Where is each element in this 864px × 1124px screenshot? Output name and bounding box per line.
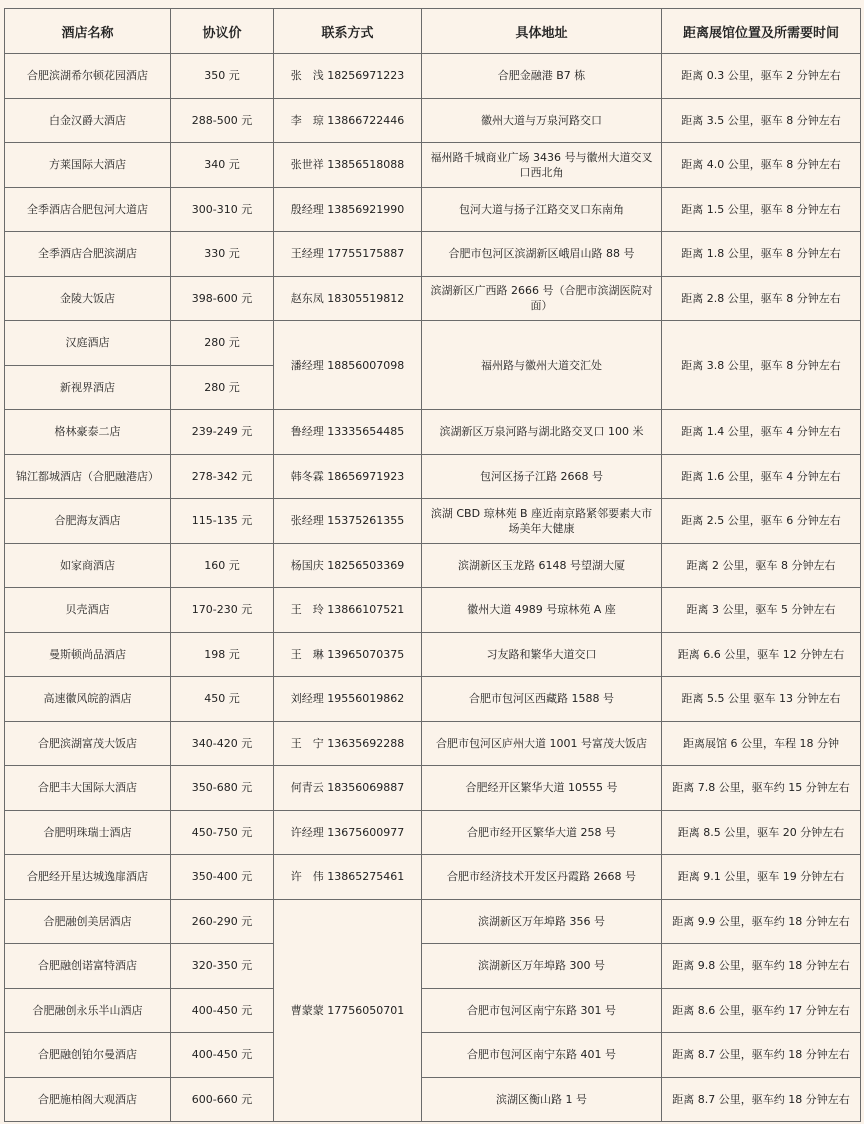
hotel-distance: 距离 8.6 公里，驱车约 17 分钟左右: [662, 988, 861, 1033]
table-row: [5, 232, 861, 277]
header-distance: 距离展馆位置及所需要时间: [662, 9, 861, 54]
hotel-price: 340 元: [171, 143, 274, 188]
hotel-price: 400-450 元: [171, 1033, 274, 1078]
hotel-distance: 距离 2.5 公里，驱车 6 分钟左右: [662, 499, 861, 544]
hotel-contact: 许 伟 13865275461: [274, 855, 422, 900]
table-row: [5, 988, 861, 1033]
hotel-name: 合肥丰大国际大酒店: [5, 766, 171, 811]
table-row: [5, 276, 861, 321]
hotel-name: 汉庭酒店: [5, 321, 171, 366]
hotel-contact: 殷经理 13856921990: [274, 187, 422, 232]
hotel-name: 合肥海友酒店: [5, 499, 171, 544]
hotel-distance: 距离 3.8 公里，驱车 8 分钟左右: [662, 321, 861, 410]
table-row: [5, 410, 861, 455]
hotel-table: [4, 8, 861, 1122]
hotel-distance: 距离 9.1 公里，驱车 19 分钟左右: [662, 855, 861, 900]
hotel-name: 新视界酒店: [5, 365, 171, 410]
header-row: [5, 9, 861, 54]
hotel-name: 如家商酒店: [5, 543, 171, 588]
hotel-contact: 王经理 17755175887: [274, 232, 422, 277]
table-row: [5, 98, 861, 143]
table-row: [5, 632, 861, 677]
hotel-address: 滨湖新区万年埠路 356 号: [422, 899, 662, 944]
hotel-address: 徽州大道 4989 号琼林苑 A 座: [422, 588, 662, 633]
hotel-price: 450-750 元: [171, 810, 274, 855]
hotel-distance: 距离 1.6 公里，驱车 4 分钟左右: [662, 454, 861, 499]
table-row: [5, 187, 861, 232]
hotel-contact: 潘经理 18856007098: [274, 321, 422, 410]
hotel-distance: 距离 3 公里，驱车 5 分钟左右: [662, 588, 861, 633]
hotel-price: 280 元: [171, 321, 274, 366]
hotel-contact: 李 琼 13866722446: [274, 98, 422, 143]
hotel-address: 习友路和繁华大道交口: [422, 632, 662, 677]
header-address: 具体地址: [422, 9, 662, 54]
hotel-price: 198 元: [171, 632, 274, 677]
table-row: [5, 721, 861, 766]
table-row: [5, 899, 861, 944]
hotel-name: 白金汉爵大酒店: [5, 98, 171, 143]
hotel-address: 合肥市包河区南宁东路 301 号: [422, 988, 662, 1033]
hotel-distance: 距离展馆 6 公里，车程 18 分钟: [662, 721, 861, 766]
hotel-price: 280 元: [171, 365, 274, 410]
hotel-price: 330 元: [171, 232, 274, 277]
hotel-name: 合肥滨湖富茂大饭店: [5, 721, 171, 766]
hotel-distance: 距离 9.8 公里，驱车约 18 分钟左右: [662, 944, 861, 989]
hotel-contact: 张世祥 13856518088: [274, 143, 422, 188]
hotel-address: 滨湖新区万年埠路 300 号: [422, 944, 662, 989]
table-row: [5, 588, 861, 633]
hotel-name: 高速徽风皖韵酒店: [5, 677, 171, 722]
hotel-name: 方莱国际大酒店: [5, 143, 171, 188]
hotel-name: 全季酒店合肥包河大道店: [5, 187, 171, 232]
hotel-distance: 距离 9.9 公里，驱车约 18 分钟左右: [662, 899, 861, 944]
hotel-contact: 杨国庆 18256503369: [274, 543, 422, 588]
hotel-contact: 张经理 15375261355: [274, 499, 422, 544]
hotel-address: 包河区扬子江路 2668 号: [422, 454, 662, 499]
hotel-address: 徽州大道与万泉河路交口: [422, 98, 662, 143]
table-row: [5, 321, 861, 366]
hotel-price: 350 元: [171, 54, 274, 99]
hotel-contact: 许经理 13675600977: [274, 810, 422, 855]
table-row: [5, 766, 861, 811]
hotel-distance: 距离 5.5 公里 驱车 13 分钟左右: [662, 677, 861, 722]
hotel-distance: 距离 1.8 公里，驱车 8 分钟左右: [662, 232, 861, 277]
hotel-contact: 刘经理 19556019862: [274, 677, 422, 722]
hotel-name: 合肥融创永乐半山酒店: [5, 988, 171, 1033]
hotel-price: 170-230 元: [171, 588, 274, 633]
header-contact: 联系方式: [274, 9, 422, 54]
hotel-price: 278-342 元: [171, 454, 274, 499]
hotel-distance: 距离 6.6 公里，驱车 12 分钟左右: [662, 632, 861, 677]
hotel-price: 115-135 元: [171, 499, 274, 544]
hotel-contact: 王 宁 13635692288: [274, 721, 422, 766]
table-row: [5, 1077, 861, 1122]
hotel-name: 合肥融创诺富特酒店: [5, 944, 171, 989]
hotel-price: 260-290 元: [171, 899, 274, 944]
table-row: [5, 677, 861, 722]
hotel-contact: 王 琳 13965070375: [274, 632, 422, 677]
hotel-address: 合肥市经济技术开发区丹霞路 2668 号: [422, 855, 662, 900]
hotel-contact: 何青云 18356069887: [274, 766, 422, 811]
hotel-distance: 距离 2 公里，驱车 8 分钟左右: [662, 543, 861, 588]
hotel-price: 300-310 元: [171, 187, 274, 232]
hotel-price: 350-680 元: [171, 766, 274, 811]
hotel-address: 滨湖新区玉龙路 6148 号望湖大厦: [422, 543, 662, 588]
hotel-price: 600-660 元: [171, 1077, 274, 1122]
hotel-name: 合肥融创铂尔曼酒店: [5, 1033, 171, 1078]
hotel-name: 格林豪泰二店: [5, 410, 171, 455]
hotel-contact: 韩冬霖 18656971923: [274, 454, 422, 499]
hotel-price: 320-350 元: [171, 944, 274, 989]
hotel-contact: 王 玲 13866107521: [274, 588, 422, 633]
table-row: [5, 543, 861, 588]
hotel-distance: 距离 1.4 公里，驱车 4 分钟左右: [662, 410, 861, 455]
hotel-address: 合肥市包河区南宁东路 401 号: [422, 1033, 662, 1078]
hotel-contact: 曹蒙蒙 17756050701: [274, 899, 422, 1122]
hotel-name: 合肥滨湖希尔顿花园酒店: [5, 54, 171, 99]
hotel-name: 合肥施柏阁大观酒店: [5, 1077, 171, 1122]
hotel-name: 合肥融创美居酒店: [5, 899, 171, 944]
hotel-price: 450 元: [171, 677, 274, 722]
table-row: [5, 499, 861, 544]
hotel-price: 160 元: [171, 543, 274, 588]
hotel-address: 包河大道与扬子江路交叉口东南角: [422, 187, 662, 232]
hotel-distance: 距离 8.5 公里，驱车 20 分钟左右: [662, 810, 861, 855]
table-row: [5, 54, 861, 99]
hotel-price: 400-450 元: [171, 988, 274, 1033]
hotel-address: 滨湖新区万泉河路与湖北路交叉口 100 米: [422, 410, 662, 455]
hotel-address: 福州路千城商业广场 3436 号与徽州大道交叉口西北角: [422, 143, 662, 188]
hotel-address: 滨湖区衡山路 1 号: [422, 1077, 662, 1122]
hotel-address: 合肥市包河区滨湖新区峨眉山路 88 号: [422, 232, 662, 277]
hotel-distance: 距离 1.5 公里，驱车 8 分钟左右: [662, 187, 861, 232]
hotel-distance: 距离 8.7 公里，驱车约 18 分钟左右: [662, 1033, 861, 1078]
hotel-name: 合肥经开星达城逸扉酒店: [5, 855, 171, 900]
hotel-address: 合肥市经开区繁华大道 258 号: [422, 810, 662, 855]
hotel-contact: 赵东凤 18305519812: [274, 276, 422, 321]
hotel-price: 288-500 元: [171, 98, 274, 143]
hotel-address: 合肥市包河区庐州大道 1001 号富茂大饭店: [422, 721, 662, 766]
table-row: [5, 855, 861, 900]
hotel-contact: 鲁经理 13335654485: [274, 410, 422, 455]
table-row: [5, 1033, 861, 1078]
hotel-address: 合肥金融港 B7 栋: [422, 54, 662, 99]
hotel-address: 滨湖新区广西路 2666 号（合肥市滨湖医院对面）: [422, 276, 662, 321]
header-hotel-name: 酒店名称: [5, 9, 171, 54]
hotel-name: 全季酒店合肥滨湖店: [5, 232, 171, 277]
hotel-distance: 距离 3.5 公里，驱车 8 分钟左右: [662, 98, 861, 143]
hotel-price: 350-400 元: [171, 855, 274, 900]
table-row: [5, 143, 861, 188]
hotel-distance: 距离 4.0 公里，驱车 8 分钟左右: [662, 143, 861, 188]
header-price: 协议价: [171, 9, 274, 54]
hotel-distance: 距离 0.3 公里，驱车 2 分钟左右: [662, 54, 861, 99]
hotel-contact: 张 浅 18256971223: [274, 54, 422, 99]
hotel-address: 合肥市包河区西藏路 1588 号: [422, 677, 662, 722]
hotel-distance: 距离 8.7 公里，驱车约 18 分钟左右: [662, 1077, 861, 1122]
hotel-price: 398-600 元: [171, 276, 274, 321]
table-row: [5, 810, 861, 855]
hotel-price: 340-420 元: [171, 721, 274, 766]
hotel-name: 合肥明珠瑞士酒店: [5, 810, 171, 855]
hotel-name: 贝壳酒店: [5, 588, 171, 633]
hotel-price: 239-249 元: [171, 410, 274, 455]
hotel-name: 金陵大饭店: [5, 276, 171, 321]
hotel-distance: 距离 7.8 公里，驱车约 15 分钟左右: [662, 766, 861, 811]
hotel-name: 曼斯顿尚品酒店: [5, 632, 171, 677]
hotel-distance: 距离 2.8 公里，驱车 8 分钟左右: [662, 276, 861, 321]
hotel-address: 福州路与徽州大道交汇处: [422, 321, 662, 410]
hotel-address: 滨湖 CBD 琼林苑 B 座近南京路紧邻要素大市场美年大健康: [422, 499, 662, 544]
table-row: [5, 944, 861, 989]
table-row: [5, 454, 861, 499]
hotel-name: 锦江都城酒店（合肥融港店）: [5, 454, 171, 499]
hotel-address: 合肥经开区繁华大道 10555 号: [422, 766, 662, 811]
